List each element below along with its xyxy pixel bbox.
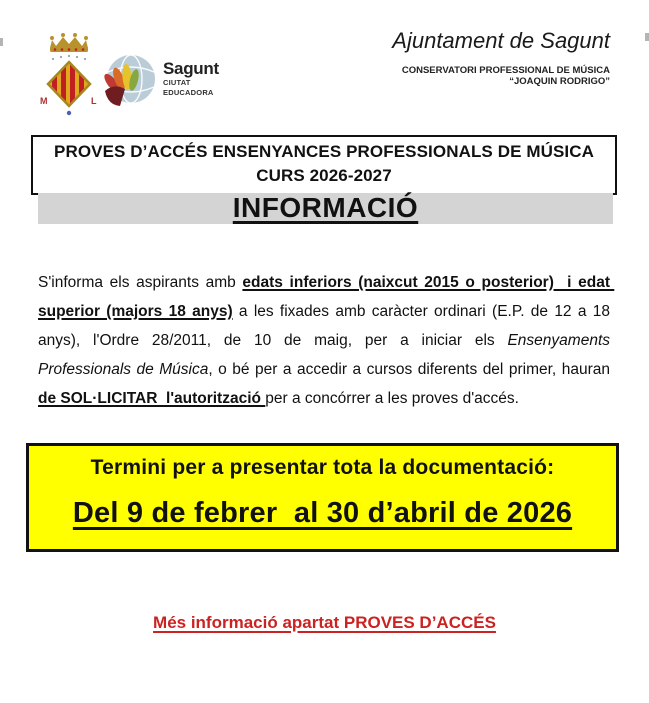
deadline-box [26,443,619,552]
title-line1: PROVES D’ACCÉS ENSENYANCES PROFESSIONALS DE MÚSICA [54,142,594,161]
conservatory-subname: “JOAQUIN RODRIGO” [509,76,610,87]
info-banner-label: INFORMACIÓ [232,192,419,223]
coat-letter-l: L [91,96,97,106]
sagunt-coat-of-arms-logo [38,31,100,124]
deadline-dates: Del 9 de febrer al 30 d’abril de 2026 [72,497,573,529]
paragraph-segment: , o bé per a accedir a cursos diferents del primer, hauran [208,361,615,378]
educadora-logo-text [163,60,219,96]
educadora-logo-title: Sagunt [163,59,219,78]
sagunt-ciutat-educadora-logo [100,52,158,117]
coat-of-arms-icon [38,31,100,119]
org-title: Ajuntament de Sagunt [392,28,610,53]
footer-link-row [0,613,649,633]
deadline-heading: Termini per a presentar tota la documentació: [90,456,555,479]
paragraph-segment: S'informa els aspirants amb [38,274,243,291]
paragraph-segment: de SOL·LICITAR l'autorització [38,390,266,407]
title-box [31,135,617,195]
more-info-link[interactable]: Més informació apartat PROVES D’ACCÉS [153,613,496,632]
coat-letter-m: M [40,96,48,106]
globe-hand-icon [100,52,158,112]
organization-header [392,28,610,87]
educadora-logo-line2: EDUCADORA [163,87,214,97]
paragraph-segment: per a concórrer a les proves d'accés. [265,390,519,407]
info-banner [38,193,613,224]
educadora-logo-line1: CIUTAT [163,78,191,87]
conservatory-name: CONSERVATORI PROFESSIONAL DE MÚSICA [401,65,610,76]
body-paragraph [38,268,615,413]
paragraph-segment: edats inferiors (naixcut 2015 o posterior) i edat superior (majors 18 anys) [38,274,615,320]
paragraph-segment: Ensenyaments Professionals de Música [38,332,615,378]
scan-artifact-left [0,38,3,46]
title-line2: CURS 2026-2027 [256,166,392,185]
paragraph-segment: a les fixades amb caràcter ordinari (E.P. de 12 a 18 anys), l'Ordre 28/2011, de 10 de maig, per a iniciar els [38,303,615,349]
scan-artifact-right [645,33,649,41]
